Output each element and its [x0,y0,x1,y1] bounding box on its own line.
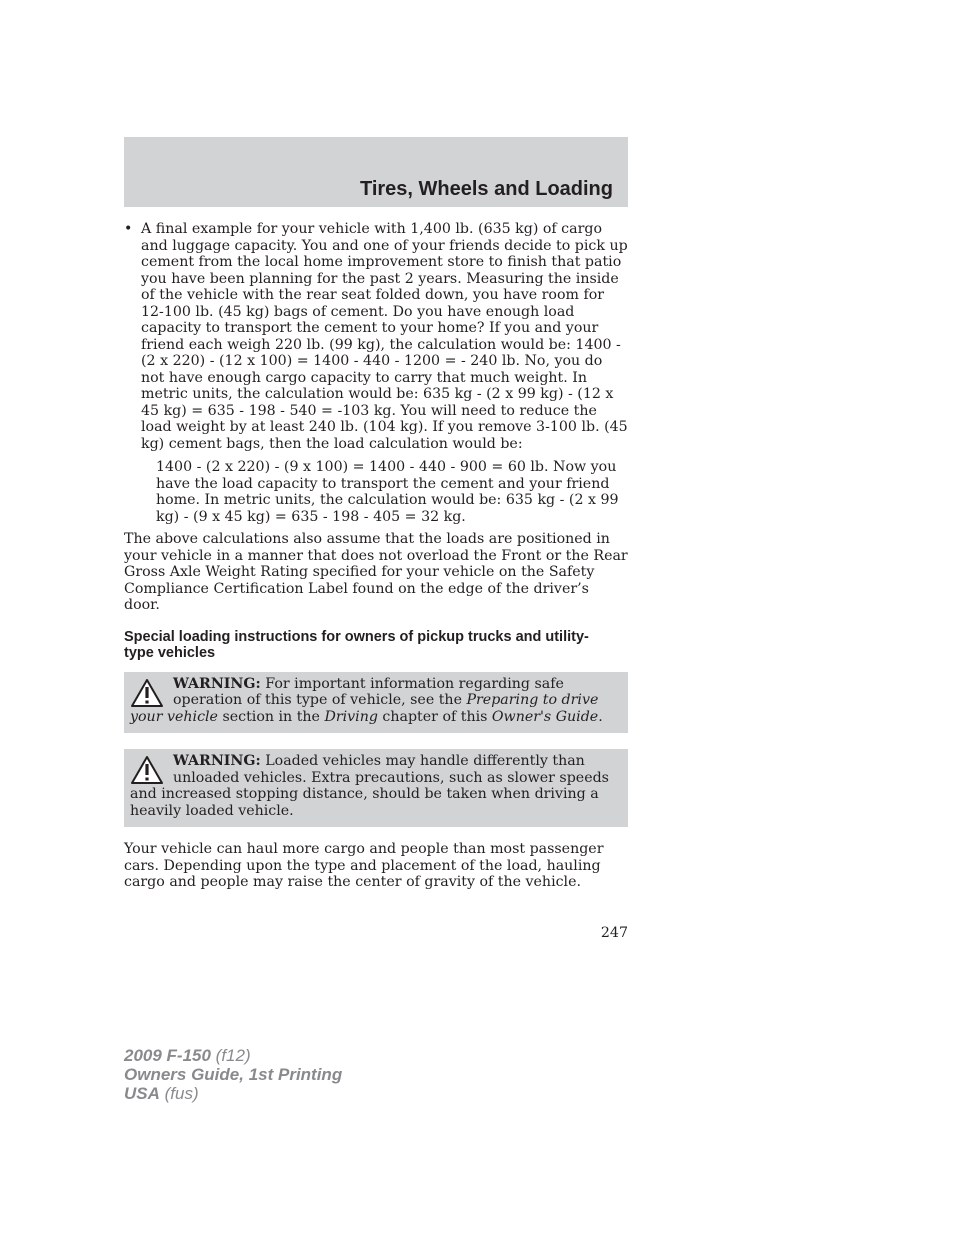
warning-box [124,672,628,734]
footer-line-model: 2009 F-150 (f12) [124,1046,251,1065]
document-footer [124,1046,342,1103]
bullet-marker: • [124,221,133,237]
page-content [124,221,628,891]
warning-text: WARNING: Loaded vehicles may handle differently than unloaded vehicles. Extra precautions, such as slower speeds and increased stopping distance, should be taken when driving a heavily loaded vehicle. [130,753,609,819]
warning-triangle-icon [130,678,164,708]
bullet-continuation: 1400 - (2 x 220) - (9 x 100) = 1400 - 440 - 900 = 60 lb. Now you have the load capacity to transport the cement and your friend home. In metric units, the calculation would be: 635 kg - (2 x 99 kg) - (9 x 45 kg) = 635 - 198 - 405 = 32 kg. [156,459,619,525]
bullet-item [124,221,628,525]
warning-label: WARNING: [173,753,261,769]
italic-reference: Driving [324,708,378,725]
section-heading: Special loading instructions for owners of pickup trucks and utility-type vehicles [124,628,589,661]
footer-line-edition: Owners Guide, 1st Printing [124,1065,343,1084]
warning-box [124,749,628,827]
page-number: 247 [600,925,628,941]
body-paragraph-calculations: The above calculations also assume that the loads are positioned in your vehicle in a manner that does not overload the Front or the Rear Gross Axle Weight Rating specified for your vehicle on the Safety Compliance Certification Label found on the edge of the driver’s door. [124,531,628,613]
italic-reference: Owner's Guide [491,708,599,725]
body-paragraph-center-of-gravity: Your vehicle can haul more cargo and people than most passenger cars. Depending upon the type and placement of the load, hauling cargo and people may raise the center of gravity of the vehicle. [124,841,604,890]
warning-triangle-icon [130,755,164,785]
warning-text: WARNING: For important information regarding safe operation of this type of vehicle, see the Preparing to drive your vehicle section in the Driving chapter of this Owner's Guide. [130,675,603,725]
warning-label: WARNING: [173,675,261,692]
chapter-header-band [124,137,628,207]
footer-line-region: USA (fus) [124,1084,199,1103]
italic-reference: Preparing to drive your vehicle [130,692,599,725]
bullet-text: A final example for your vehicle with 1,400 lb. (635 kg) of cargo and luggage capacity. You and one of your friends decide to pick up cement from the local home improvement store to finish that patio you have been planning for the past 2 years. Measuring the inside of the vehicle with the rear seat folded down, you have room for 12-100 lb. (45 kg) bags of cement. Do you have enough load capacity to transport the cement to your home? If you and your friend each weigh 220 lb. (99 kg), the calculation would be: 1400 - (2 x 220) - (12 x 100) = 1400 - 440 - 1200 = - 240 lb. No, you do not have enough cargo capacity to carry that much weight. In metric units, the calculation would be: 635 kg - (2 x 99 kg) - (12 x 45 kg) = 635 - 198 - 540 = -103 kg. You will need to reduce the load weight by at least 240 lb. (104 kg). If you remove 3-100 lb. (45 kg) cement bags, then the load calculation would be: [141,221,628,452]
chapter-title: Tires, Wheels and Loading [359,178,613,200]
